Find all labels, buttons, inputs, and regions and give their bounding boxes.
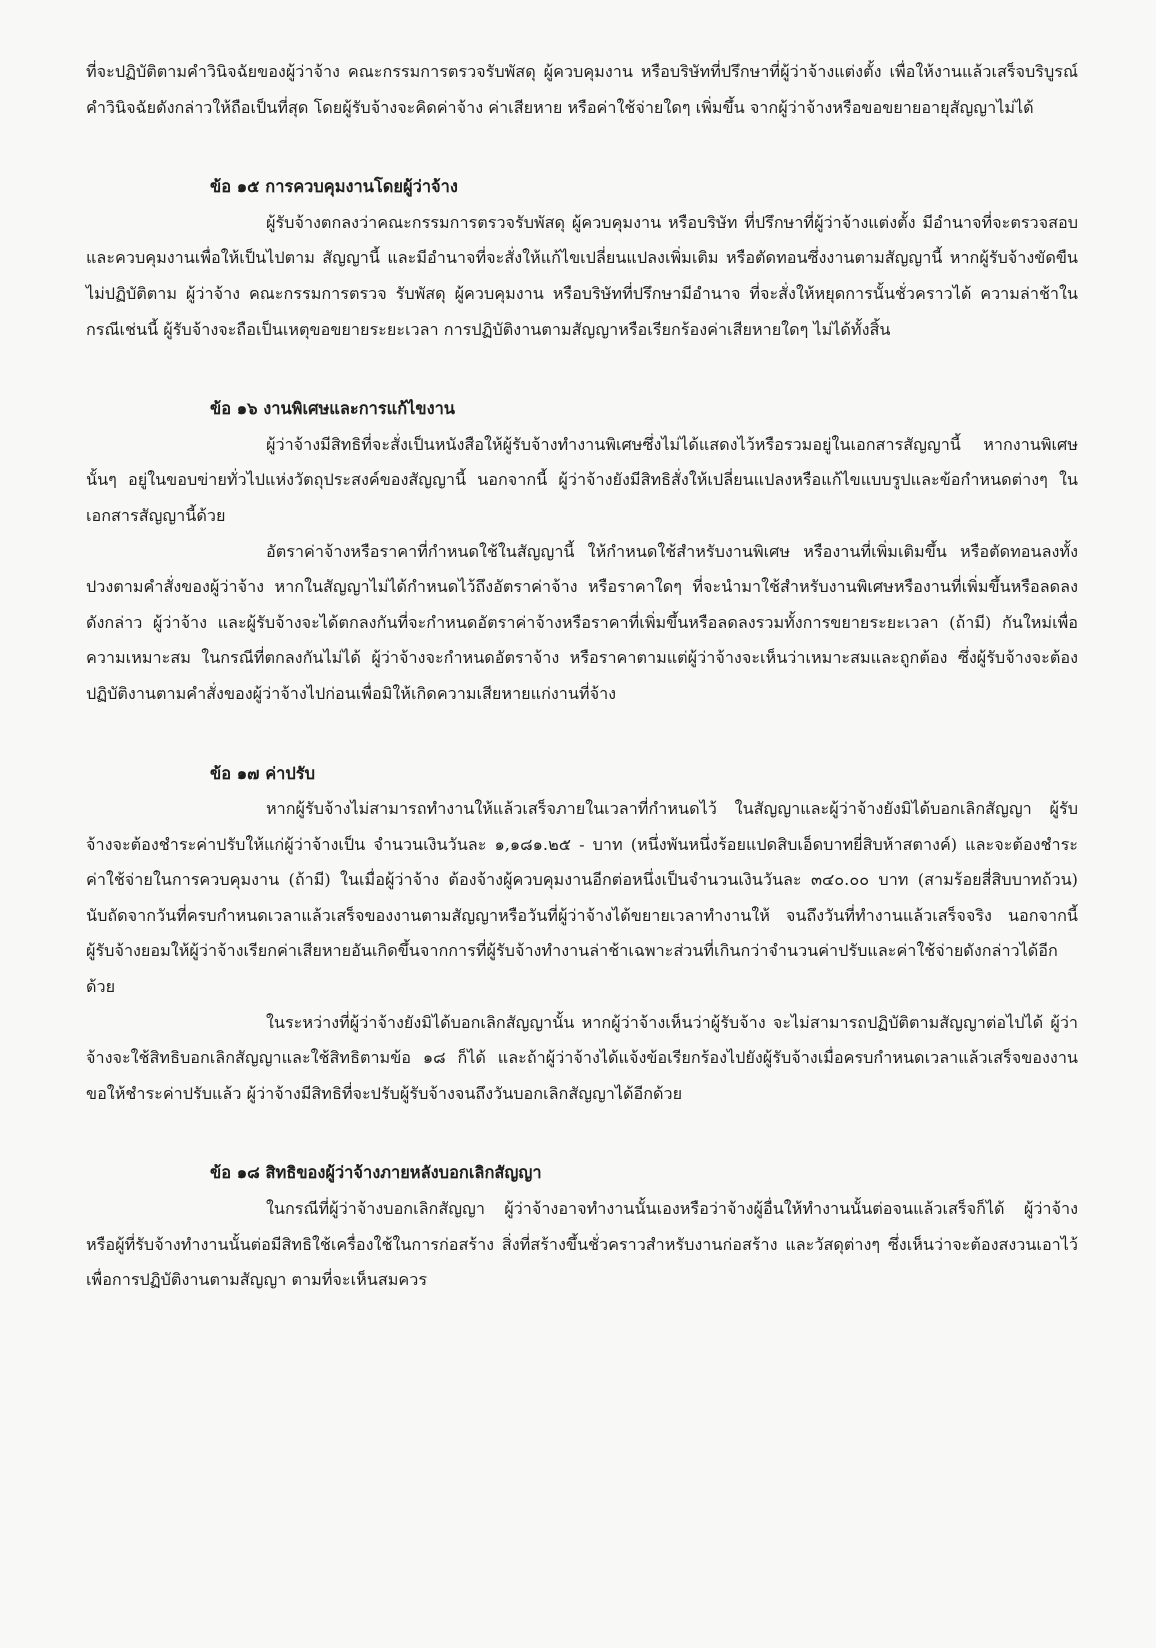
section-17	[86, 756, 1078, 1112]
document-body	[86, 54, 1078, 1298]
section-15-heading: ข้อ ๑๕ การควบคุมงานโดยผู้ว่าจ้าง	[210, 177, 458, 197]
section-16-paragraph-2: อัตราค่าจ้างหรือราคาที่กำหนดใช้ในสัญญานี้ ให้กำหนดใช้สำหรับงานพิเศษ หรืองานที่เพิ่มเติมขึ้น หรือตัดทอนลงทั้งปวงตามคำสั่งของผู้ว่าจ้าง หากในสัญญาไม่ได้กำหนดไว้ถึงอัตราค่าจ้าง หรือราคาใดๆ ที่จะนำมาใช้สำหรับงานพิเศษหรืองานที่เพิ่มขึ้นหรือลดลงดังกล่าว ผู้ว่าจ้าง และผู้รับจ้างจะได้ตกลงกันที่จะกำหนดอัตราค่าจ้างหรือราคาที่เพิ่มขึ้นหรือลดลงรวมทั้งการขยายระยะเวลา (ถ้ามี) กันใหม่เพื่อความเหมาะสม ในกรณีที่ตกลงกันไม่ได้ ผู้ว่าจ้างจะกำหนดอัตราจ้าง หรือราคาตามแต่ผู้ว่าจ้างจะเห็นว่าเหมาะสมและถูกต้อง ซึ่งผู้รับจ้างจะต้องปฏิบัติงานตามคำสั่งของผู้ว่าจ้างไปก่อนเพื่อมิให้เกิดความเสียหายแก่งานที่จ้าง	[86, 541, 1078, 703]
section-17-paragraph-2: ในระหว่างที่ผู้ว่าจ้างยังมิได้บอกเลิกสัญญานั้น หากผู้ว่าจ้างเห็นว่าผู้รับจ้าง จะไม่สามารถปฏิบัติตามสัญญาต่อไปได้ ผู้ว่าจ้างจะใช้สิทธิบอกเลิกสัญญาและใช้สิทธิตามข้อ ๑๘ ก็ได้ และถ้าผู้ว่าจ้างได้แจ้งข้อเรียกร้องไปยังผู้รับจ้างเมื่อครบกำหนดเวลาแล้วเสร็จของงานขอให้ชำระค่าปรับแล้ว ผู้ว่าจ้างมีสิทธิที่จะปรับผู้รับจ้างจนถึงวันบอกเลิกสัญญาได้อีกด้วย	[86, 1012, 1078, 1103]
section-16-heading: ข้อ ๑๖ งานพิเศษและการแก้ไขงาน	[210, 399, 455, 419]
section-18-heading: ข้อ ๑๘ สิทธิของผู้ว่าจ้างภายหลังบอกเลิกสัญญา	[210, 1163, 542, 1183]
section-16-paragraph-1: ผู้ว่าจ้างมีสิทธิที่จะสั่งเป็นหนังสือให้ผู้รับจ้างทำงานพิเศษซึ่งไม่ได้แสดงไว้หรือรวมอยู่ในเอกสารสัญญานี้ หากงานพิเศษนั้นๆ อยู่ในขอบข่ายทั่วไปแห่งวัตถุประสงค์ของสัญญานี้ นอกจากนี้ ผู้ว่าจ้างยังมีสิทธิสั่งให้เปลี่ยนแปลงหรือแก้ไขแบบรูปและข้อกำหนดต่างๆ ในเอกสารสัญญานี้ด้วย	[86, 434, 1078, 525]
section-17-paragraph-1: หากผู้รับจ้างไม่สามารถทำงานให้แล้วเสร็จภายในเวลาที่กำหนดไว้ ในสัญญาและผู้ว่าจ้างยังมิได้บอกเลิกสัญญา ผู้รับจ้างจะต้องชำระค่าปรับให้แก่ผู้ว่าจ้างเป็น จำนวนเงินวันละ ๑,๑๘๑.๒๕ - บาท (หนึ่งพันหนึ่งร้อยแปดสิบเอ็ดบาทยี่สิบห้าสตางค์) และจะต้องชำระค่าใช้จ่ายในการควบคุมงาน (ถ้ามี) ในเมื่อผู้ว่าจ้าง ต้องจ้างผู้ควบคุมงานอีกต่อหนึ่งเป็นจำนวนเงินวันละ ๓๔๐.๐๐ บาท (สามร้อยสี่สิบบาทถ้วน) นับถัดจากวันที่ครบกำหนดเวลาแล้วเสร็จของงานตามสัญญาหรือวันที่ผู้ว่าจ้างได้ขยายเวลาทำงานให้ จนถึงวันที่ทำงานแล้วเสร็จจริง นอกจากนี้ ผู้รับจ้างยอมให้ผู้ว่าจ้างเรียกค่าเสียหายอันเกิดขึ้นจากการที่ผู้รับจ้างทำงานล่าช้าเฉพาะส่วนที่เกินกว่าจำนวนค่าปรับและค่าใช้จ่ายดังกล่าวได้อีกด้วย	[86, 799, 1078, 997]
section-16	[86, 391, 1078, 711]
intro-continuation-paragraph: ที่จะปฏิบัติตามคำวินิจฉัยของผู้ว่าจ้าง คณะกรรมการตรวจรับพัสดุ ผู้ควบคุมงาน หรือบริษัทที่ปรึกษาที่ผู้ว่าจ้างแต่งตั้ง เพื่อให้งานแล้วเสร็จบริบูรณ์ คำวินิจฉัยดังกล่าวให้ถือเป็นที่สุด โดยผู้รับจ้างจะคิดค่าจ้าง ค่าเสียหาย หรือค่าใช้จ่ายใดๆ เพิ่มขึ้น จากผู้ว่าจ้างหรือขอขยายอายุสัญญาไม่ได้	[86, 62, 1078, 117]
section-18-paragraph-1: ในกรณีที่ผู้ว่าจ้างบอกเลิกสัญญา ผู้ว่าจ้างอาจทำงานนั้นเองหรือว่าจ้างผู้อื่นให้ทำงานนั้นต่อจนแล้วเสร็จก็ได้ ผู้ว่าจ้างหรือผู้ที่รับจ้างทำงานนั้นต่อมีสิทธิใช้เครื่องใช้ในการก่อสร้าง สิ่งที่สร้างขึ้นชั่วคราวสำหรับงานก่อสร้าง และวัสดุต่างๆ ซึ่งเห็นว่าจะต้องสงวนเอาไว้เพื่อการปฏิบัติงานตามสัญญา ตามที่จะเห็นสมควร	[86, 1199, 1078, 1290]
section-15	[86, 169, 1078, 347]
section-17-heading: ข้อ ๑๗ ค่าปรับ	[210, 763, 315, 783]
section-18	[86, 1155, 1078, 1297]
section-15-paragraph-1: ผู้รับจ้างตกลงว่าคณะกรรมการตรวจรับพัสดุ ผู้ควบคุมงาน หรือบริษัท ที่ปรึกษาที่ผู้ว่าจ้างแต่งตั้ง มีอำนาจที่จะตรวจสอบและควบคุมงานเพื่อให้เป็นไปตาม สัญญานี้ และมีอำนาจที่จะสั่งให้แก้ไขเปลี่ยนแปลงเพิ่มเติม หรือตัดทอนซึ่งงานตามสัญญานี้ หากผู้รับจ้างขัดขืน ไม่ปฏิบัติตาม ผู้ว่าจ้าง คณะกรรมการตรวจ รับพัสดุ ผู้ควบคุมงาน หรือบริษัทที่ปรึกษามีอำนาจ ที่จะสั่งให้หยุดการนั้นชั่วคราวได้ ความล่าช้าในกรณีเช่นนี้ ผู้รับจ้างจะถือเป็นเหตุขอขยายระยะเวลา การปฏิบัติงานตามสัญญาหรือเรียกร้องค่าเสียหายใดๆ ไม่ได้ทั้งสิ้น	[86, 212, 1078, 339]
